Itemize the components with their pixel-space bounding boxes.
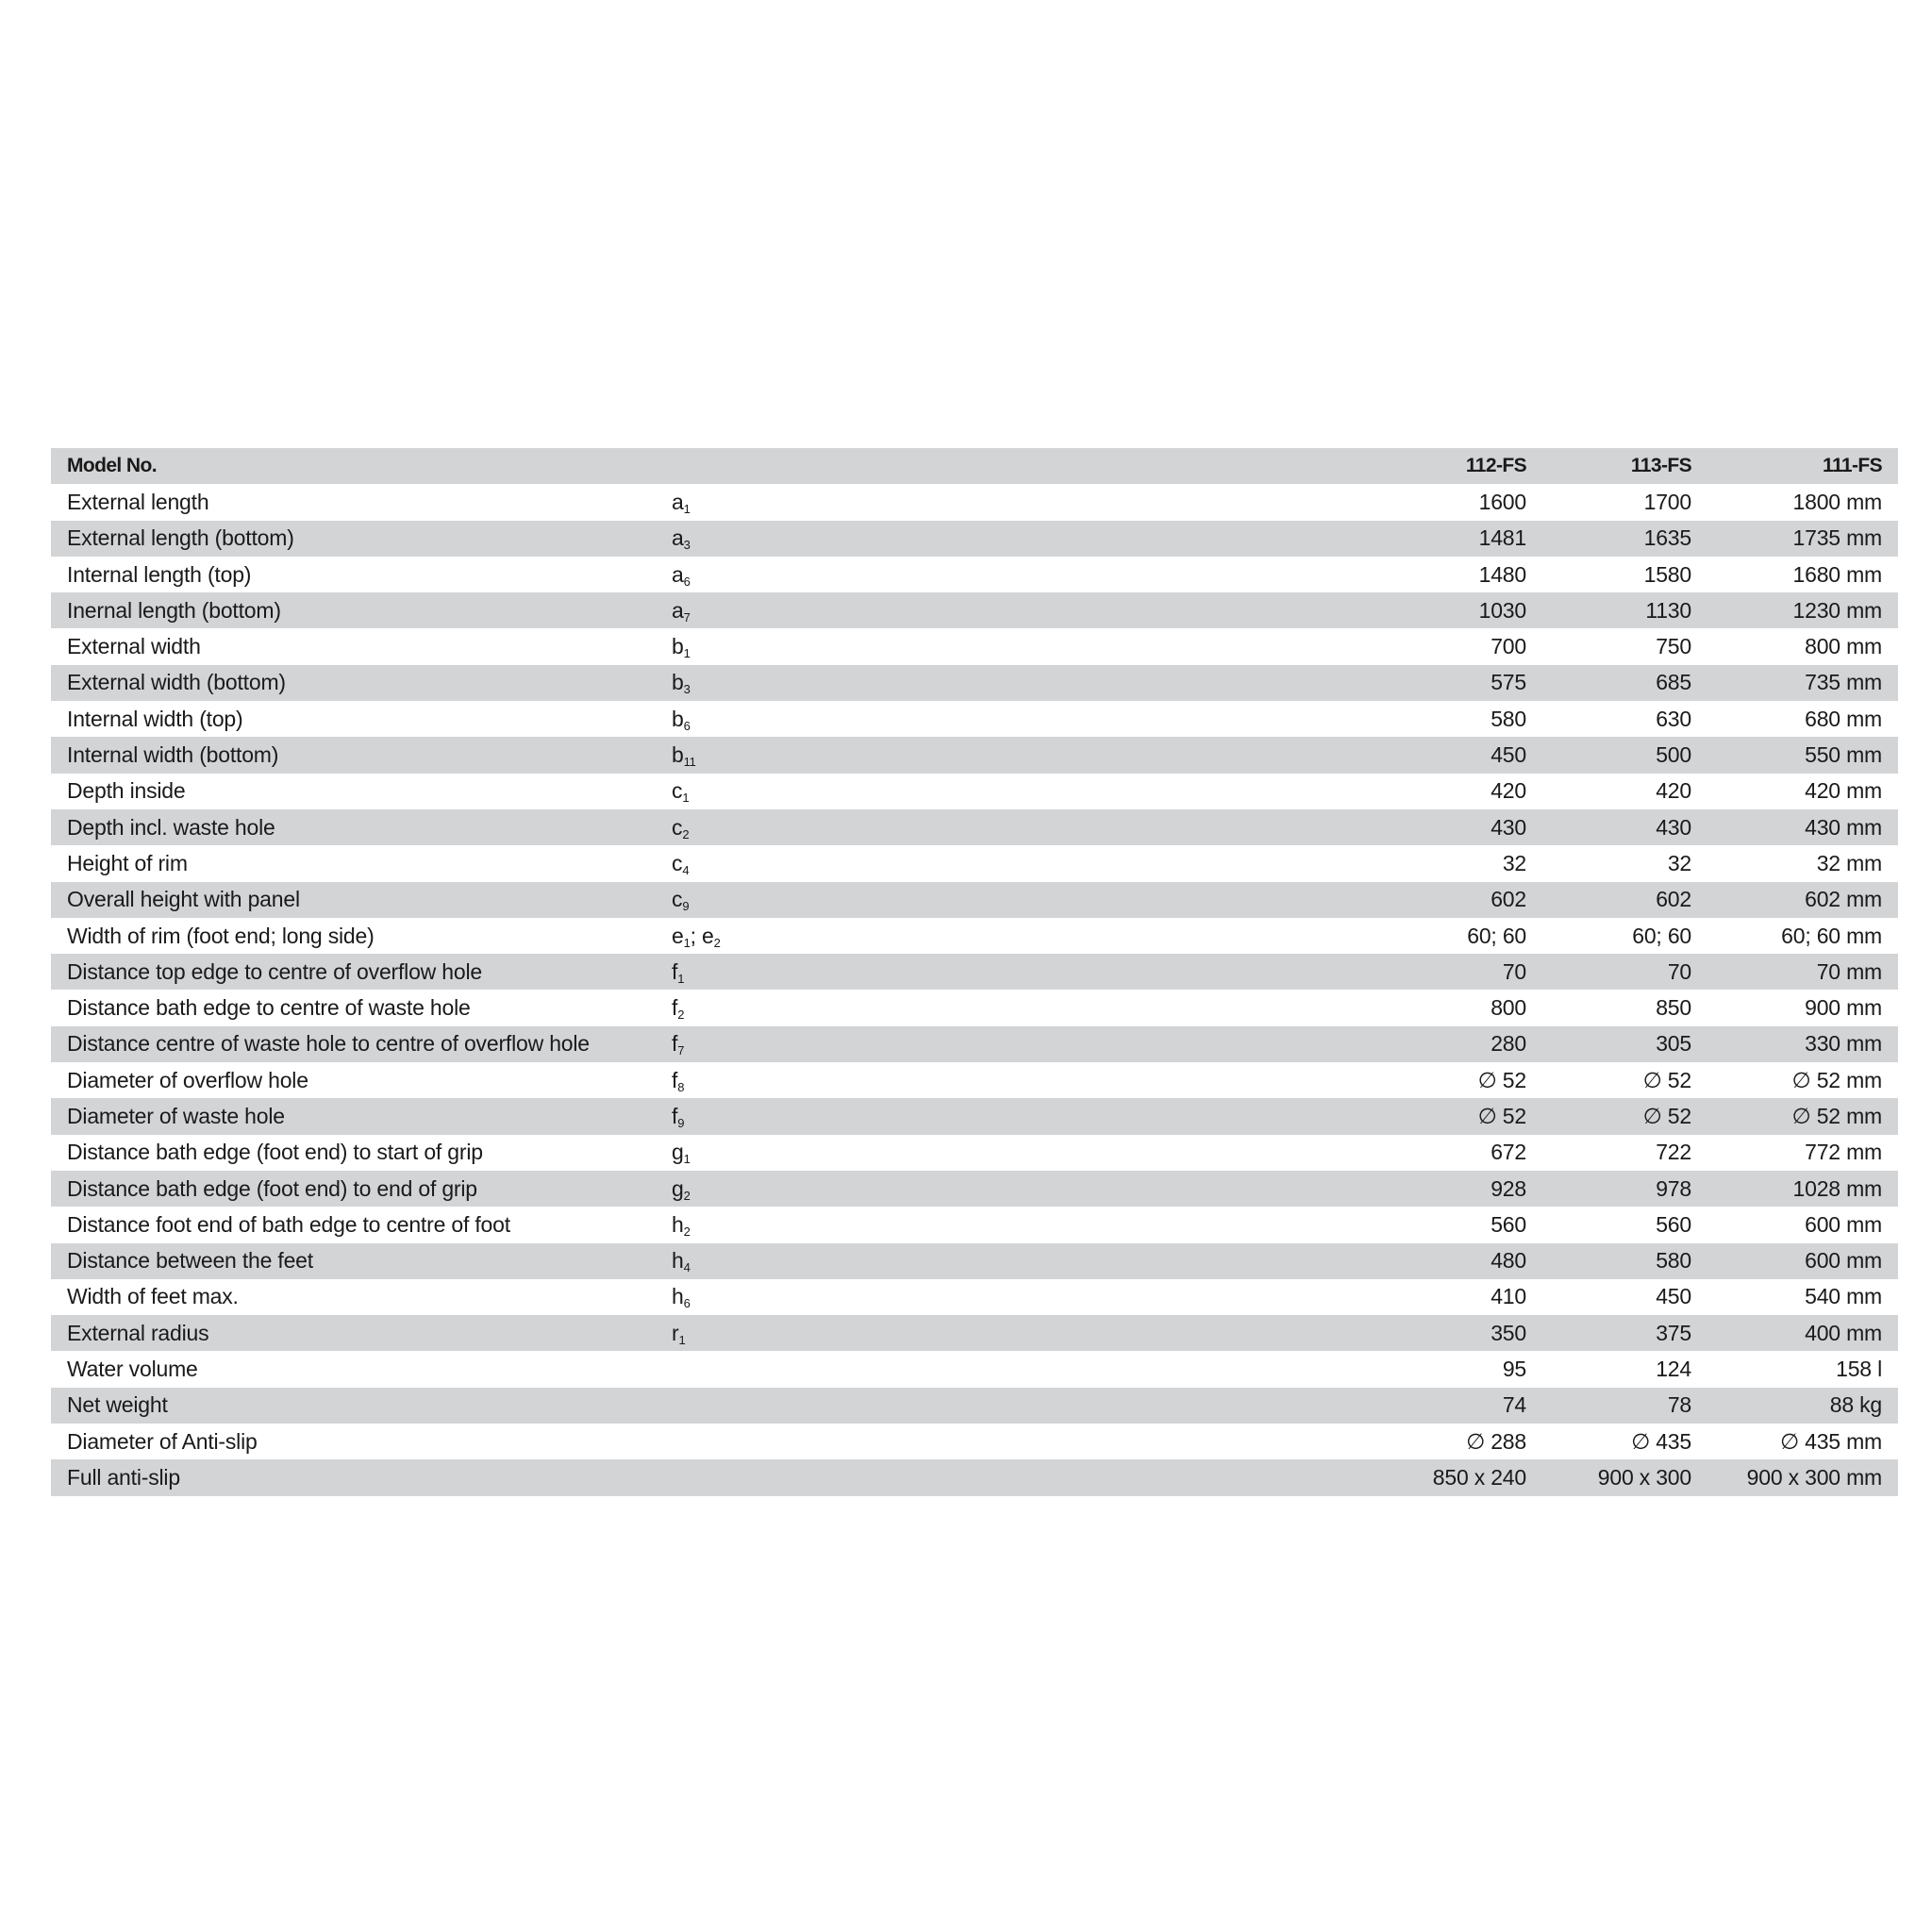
row-label: Distance top edge to centre of overflow hole [67, 958, 482, 984]
symbol-letter: f [672, 1103, 678, 1128]
symbol-letter: h [672, 1284, 684, 1309]
row-symbol [672, 959, 794, 985]
row-value-112-fs: 560 [1491, 1211, 1526, 1237]
table-row [51, 1351, 1898, 1387]
row-value-112-fs: 928 [1491, 1175, 1526, 1201]
symbol-subscript: 4 [683, 1260, 691, 1275]
row-value-111-fs: 540 mm [1805, 1284, 1882, 1309]
row-symbol [672, 1104, 794, 1129]
row-symbol [672, 1140, 794, 1165]
row-value-112-fs: 1600 [1478, 489, 1526, 514]
row-value-111-fs: 735 mm [1805, 670, 1882, 695]
row-value-112-fs: 1481 [1478, 525, 1526, 551]
row-symbol [672, 924, 794, 949]
header-label: Model No. [67, 455, 157, 477]
symbol-letter: f [672, 958, 678, 984]
row-label: Distance foot end of bath edge to centre of foot [67, 1211, 510, 1237]
symbol-letter: f [672, 1067, 678, 1092]
row-value-111-fs: ∅ 435 mm [1780, 1428, 1882, 1454]
row-value-112-fs: 700 [1491, 634, 1526, 659]
row-value-112-fs: 95 [1502, 1357, 1526, 1382]
row-label: Internal width (bottom) [67, 742, 279, 768]
table-row [51, 1098, 1898, 1134]
symbol-letter: f [672, 995, 678, 1021]
row-value-111-fs: 772 mm [1805, 1140, 1882, 1165]
header-model-1: 112-FS [1465, 455, 1526, 477]
symbol-letter: r [672, 1320, 679, 1345]
symbol-letter: a [672, 561, 684, 587]
row-symbol [672, 742, 794, 768]
table-row [51, 628, 1898, 664]
table-row [51, 1459, 1898, 1495]
row-value-113-fs: 305 [1656, 1031, 1691, 1057]
row-value-113-fs: 900 x 300 [1597, 1464, 1691, 1490]
table-row [51, 484, 1898, 520]
row-value-111-fs: 60; 60 mm [1781, 923, 1882, 948]
row-value-113-fs: 1635 [1643, 525, 1691, 551]
row-symbol [672, 995, 794, 1021]
table-row [51, 1243, 1898, 1279]
symbol-letter: c [672, 778, 683, 804]
row-label: Net weight [67, 1392, 168, 1418]
row-value-112-fs: 420 [1491, 778, 1526, 804]
row-label: Internal width (top) [67, 706, 243, 731]
row-symbol [672, 887, 794, 912]
row-value-113-fs: 420 [1656, 778, 1691, 804]
symbol-subscript: 9 [682, 899, 690, 914]
row-value-111-fs: 32 mm [1816, 850, 1882, 875]
row-symbol [672, 562, 794, 588]
table-row [51, 774, 1898, 809]
symbol-subscript: 9 [677, 1115, 685, 1130]
row-label: Water volume [67, 1357, 198, 1382]
row-label: Distance bath edge to centre of waste hole [67, 995, 471, 1021]
row-value-113-fs: 602 [1656, 887, 1691, 912]
row-value-111-fs: 602 mm [1805, 887, 1882, 912]
row-value-113-fs: ∅ 52 [1642, 1067, 1691, 1092]
row-value-111-fs: 400 mm [1805, 1320, 1882, 1345]
row-value-111-fs: 900 x 300 mm [1746, 1464, 1882, 1490]
symbol-subscript: 1 [677, 971, 685, 986]
row-value-112-fs: 450 [1491, 742, 1526, 768]
row-value-111-fs: 1735 mm [1792, 525, 1882, 551]
row-value-113-fs: 78 [1667, 1392, 1691, 1418]
row-label: Full anti-slip [67, 1464, 180, 1490]
row-value-111-fs: ∅ 52 mm [1791, 1103, 1882, 1128]
row-value-112-fs: 672 [1491, 1140, 1526, 1165]
row-label: Internal length (top) [67, 561, 252, 587]
row-value-111-fs: 70 mm [1816, 958, 1882, 984]
row-value-113-fs: 70 [1667, 958, 1691, 984]
row-symbol [672, 1176, 794, 1202]
symbol-subscript: 7 [683, 609, 691, 625]
row-value-112-fs: 60; 60 [1467, 923, 1526, 948]
row-label: Distance centre of waste hole to centre of overflow hole [67, 1031, 590, 1057]
table-row [51, 1026, 1898, 1062]
table-body [51, 484, 1898, 1495]
table-row [51, 845, 1898, 881]
symbol-letter: c [672, 814, 683, 840]
symbol-letter: g [672, 1175, 684, 1201]
table-row [51, 882, 1898, 918]
symbol-subscript: 11 [683, 755, 696, 770]
row-value-113-fs: 32 [1667, 850, 1691, 875]
symbol-subscript: 6 [683, 574, 691, 589]
row-value-113-fs: 750 [1656, 634, 1691, 659]
row-value-111-fs: 430 mm [1805, 814, 1882, 840]
row-value-113-fs: 850 [1656, 995, 1691, 1021]
row-value-113-fs: 978 [1656, 1175, 1691, 1201]
row-value-113-fs: 1130 [1645, 597, 1691, 623]
row-value-113-fs: 1580 [1643, 561, 1691, 587]
symbol-subscript: 4 [682, 862, 690, 877]
symbol-letter: h [672, 1211, 684, 1237]
row-value-113-fs: 500 [1656, 742, 1691, 768]
row-value-112-fs: 1030 [1478, 597, 1526, 623]
symbol-subscript: 6 [683, 1296, 691, 1311]
symbol-letter: a [672, 489, 684, 514]
row-symbol [672, 634, 794, 659]
symbol-letter: h [672, 1248, 684, 1274]
row-value-112-fs: 280 [1491, 1031, 1526, 1057]
table-row [51, 1424, 1898, 1459]
symbol-letter: c [672, 850, 683, 875]
row-value-111-fs: 1028 mm [1792, 1175, 1882, 1201]
row-value-112-fs: 602 [1491, 887, 1526, 912]
row-label: External radius [67, 1320, 209, 1345]
row-value-111-fs: 550 mm [1805, 742, 1882, 768]
table-header-row [51, 448, 1898, 484]
row-label: Diameter of waste hole [67, 1103, 285, 1128]
symbol-letter: a [672, 597, 684, 623]
row-value-112-fs: 1480 [1478, 561, 1526, 587]
symbol-subscript-2: 2 [713, 935, 721, 950]
row-value-111-fs: 600 mm [1805, 1211, 1882, 1237]
symbol-letter: c [672, 887, 683, 912]
row-value-113-fs: 722 [1656, 1140, 1691, 1165]
row-label: Distance between the feet [67, 1248, 313, 1274]
row-symbol [672, 1068, 794, 1093]
row-value-112-fs: 32 [1502, 850, 1526, 875]
row-symbol [672, 1284, 794, 1309]
row-label: Diameter of overflow hole [67, 1067, 308, 1092]
row-label: External width [67, 634, 201, 659]
symbol-letter: b [672, 706, 684, 731]
table-row [51, 592, 1898, 628]
symbol-letter: g [672, 1140, 684, 1165]
row-value-113-fs: 630 [1656, 706, 1691, 731]
row-value-111-fs: 88 kg [1829, 1392, 1882, 1418]
symbol-subscript: 1 [683, 646, 691, 661]
row-label: External length [67, 489, 209, 514]
row-symbol [672, 1212, 794, 1238]
row-value-112-fs: 800 [1491, 995, 1526, 1021]
row-value-113-fs: ∅ 435 [1631, 1428, 1691, 1454]
table-row [51, 1207, 1898, 1242]
symbol-subscript: 1 [683, 1152, 691, 1167]
row-value-111-fs: 600 mm [1805, 1248, 1882, 1274]
row-symbol [672, 778, 794, 804]
row-value-113-fs: ∅ 52 [1642, 1103, 1691, 1128]
symbol-letter-2: ; e [690, 923, 714, 948]
row-value-112-fs: 575 [1491, 670, 1526, 695]
row-value-111-fs: 800 mm [1805, 634, 1882, 659]
table-row [51, 990, 1898, 1025]
symbol-subscript: 2 [677, 1008, 685, 1023]
symbol-subscript: 2 [682, 826, 690, 841]
row-symbol [672, 598, 794, 624]
row-value-112-fs: 430 [1491, 814, 1526, 840]
row-value-112-fs: 480 [1491, 1248, 1526, 1274]
symbol-letter: f [672, 1031, 678, 1057]
table-row [51, 737, 1898, 773]
symbol-letter: b [672, 670, 684, 695]
symbol-letter: a [672, 525, 684, 551]
symbol-subscript: 7 [677, 1043, 685, 1058]
row-label: Width of feet max. [67, 1284, 239, 1309]
table-row [51, 809, 1898, 845]
row-value-113-fs: 685 [1656, 670, 1691, 695]
table-row [51, 1135, 1898, 1171]
symbol-subscript: 1 [678, 1332, 686, 1347]
table-row [51, 701, 1898, 737]
spec-table [51, 448, 1898, 1496]
row-symbol [672, 815, 794, 841]
symbol-subscript: 2 [683, 1188, 691, 1203]
table-row [51, 557, 1898, 592]
table-row [51, 954, 1898, 990]
row-value-112-fs: 74 [1502, 1392, 1526, 1418]
row-value-113-fs: 60; 60 [1632, 923, 1691, 948]
row-value-112-fs: 850 x 240 [1432, 1464, 1526, 1490]
row-value-111-fs: 158 l [1836, 1357, 1882, 1382]
symbol-letter: b [672, 742, 684, 768]
row-label: Diameter of Anti-slip [67, 1428, 258, 1454]
row-value-111-fs: ∅ 52 mm [1791, 1067, 1882, 1092]
row-label: Depth inside [67, 778, 186, 804]
header-model-3: 111-FS [1823, 455, 1882, 477]
symbol-letter: b [672, 634, 684, 659]
row-symbol [672, 1321, 794, 1346]
row-value-113-fs: 124 [1656, 1357, 1691, 1382]
row-label: Depth incl. waste hole [67, 814, 275, 840]
row-value-112-fs: ∅ 288 [1466, 1428, 1526, 1454]
row-value-111-fs: 680 mm [1805, 706, 1882, 731]
row-label: Distance bath edge (foot end) to end of grip [67, 1175, 477, 1201]
row-label: Inernal length (bottom) [67, 597, 281, 623]
table-row [51, 918, 1898, 954]
row-value-112-fs: 580 [1491, 706, 1526, 731]
table-row [51, 1062, 1898, 1098]
row-value-111-fs: 420 mm [1805, 778, 1882, 804]
table-row [51, 1171, 1898, 1207]
row-value-112-fs: 70 [1502, 958, 1526, 984]
row-label: External width (bottom) [67, 670, 286, 695]
row-value-111-fs: 1230 mm [1792, 597, 1882, 623]
row-value-112-fs: ∅ 52 [1477, 1067, 1526, 1092]
table-row [51, 1388, 1898, 1424]
row-value-113-fs: 560 [1656, 1211, 1691, 1237]
row-value-111-fs: 1800 mm [1792, 489, 1882, 514]
row-symbol [672, 1248, 794, 1274]
row-label: Distance bath edge (foot end) to start of grip [67, 1140, 483, 1165]
row-value-112-fs: 350 [1491, 1320, 1526, 1345]
symbol-subscript: 1 [683, 935, 691, 950]
table-row [51, 665, 1898, 701]
symbol-subscript: 2 [683, 1224, 691, 1239]
row-symbol [672, 525, 794, 551]
symbol-subscript: 1 [682, 791, 690, 806]
row-value-113-fs: 1700 [1643, 489, 1691, 514]
row-value-111-fs: 900 mm [1805, 995, 1882, 1021]
symbol-subscript: 3 [683, 538, 691, 553]
row-value-113-fs: 580 [1656, 1248, 1691, 1274]
row-value-113-fs: 375 [1656, 1320, 1691, 1345]
table-row [51, 1279, 1898, 1315]
row-value-112-fs: ∅ 52 [1477, 1103, 1526, 1128]
row-value-113-fs: 450 [1656, 1284, 1691, 1309]
row-label: Width of rim (foot end; long side) [67, 923, 375, 948]
row-value-112-fs: 410 [1491, 1284, 1526, 1309]
row-label: Height of rim [67, 850, 188, 875]
table-row [51, 521, 1898, 557]
row-symbol [672, 707, 794, 732]
row-symbol [672, 670, 794, 695]
row-label: External length (bottom) [67, 525, 294, 551]
row-label: Overall height with panel [67, 887, 300, 912]
row-value-111-fs: 1680 mm [1792, 561, 1882, 587]
symbol-subscript: 3 [683, 682, 691, 697]
symbol-subscript: 6 [683, 718, 691, 733]
symbol-letter: e [672, 923, 684, 948]
symbol-subscript: 1 [683, 501, 691, 516]
symbol-subscript: 8 [677, 1079, 685, 1094]
table-row [51, 1315, 1898, 1351]
row-symbol [672, 1031, 794, 1057]
row-value-113-fs: 430 [1656, 814, 1691, 840]
row-symbol [672, 490, 794, 515]
row-symbol [672, 851, 794, 876]
header-model-2: 113-FS [1630, 455, 1691, 477]
row-value-111-fs: 330 mm [1805, 1031, 1882, 1057]
